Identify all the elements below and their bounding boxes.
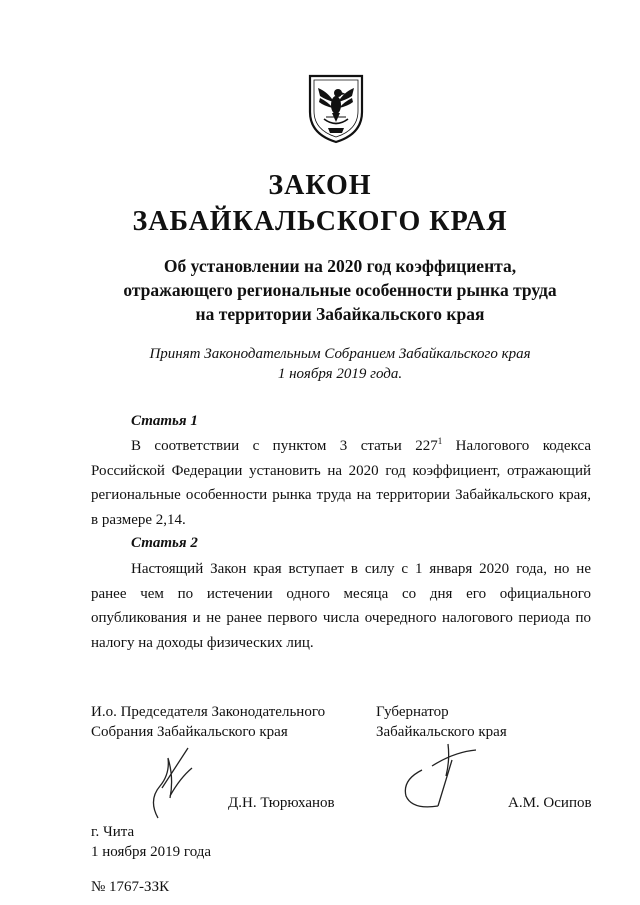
adoption-line: Принят Законодательным Собранием Забайкальского края: [149, 346, 531, 362]
article-1-heading: Статья 1: [131, 413, 198, 429]
place-and-date: [91, 822, 211, 862]
document-type: ЗАКОН: [268, 170, 372, 201]
adoption-note: [60, 344, 620, 384]
right-title-line: Губернатор: [376, 704, 449, 720]
law-number: № 1767-ЗЗК: [91, 879, 170, 895]
article-1-footnote-mark: 1: [437, 436, 443, 446]
left-handwritten-signature: [140, 738, 200, 824]
right-handwritten-signature: [392, 730, 482, 820]
article-2-text: Настоящий Закон края вступает в силу с 1 января 2020 года, но не ранее чем по истечении одного месяца со дня его официального опубликования и не ранее первого числа очередного налогового периода по налогу на доходы физических лиц.: [91, 561, 591, 651]
signing-date: 1 ноября 2019 года: [91, 844, 212, 860]
subtitle-line: на территории Забайкальского края: [195, 304, 485, 324]
city: г. Чита: [91, 824, 135, 840]
left-title-line: Собрания Забайкальского края: [91, 724, 288, 740]
subtitle-line: Об установлении на 2020 год коэффициента,: [163, 256, 517, 276]
article-1-text-end: Налогового кодекса Российской Федерации установить на 2020 год коэффициент, отражающий региональные особенности рынка труда на территории Забайкальского края, в размере 2,14.: [91, 438, 591, 528]
adoption-date: 1 ноября 2019 года.: [277, 366, 403, 382]
law-subtitle: [60, 254, 620, 326]
coat-of-arms-icon: [306, 72, 366, 144]
right-signatory-name: А.М. Осипов: [508, 795, 592, 811]
article-1-text: [91, 434, 591, 532]
left-title-line: И.о. Председателя Законодательного: [91, 704, 326, 720]
subtitle-line: отражающего региональные особенности рынка труда: [123, 280, 557, 300]
region-title: ЗАБАЙКАЛЬСКОГО КРАЯ: [132, 206, 508, 237]
left-signatory-name: Д.Н. Тюрюханов: [228, 795, 335, 811]
right-title-line: Забайкальского края: [376, 724, 507, 740]
left-signatory-title: [91, 702, 325, 742]
article-2-heading: Статья 2: [131, 535, 198, 551]
article-1-text-start: В соответствии с пунктом 3 статьи 227: [131, 438, 438, 454]
